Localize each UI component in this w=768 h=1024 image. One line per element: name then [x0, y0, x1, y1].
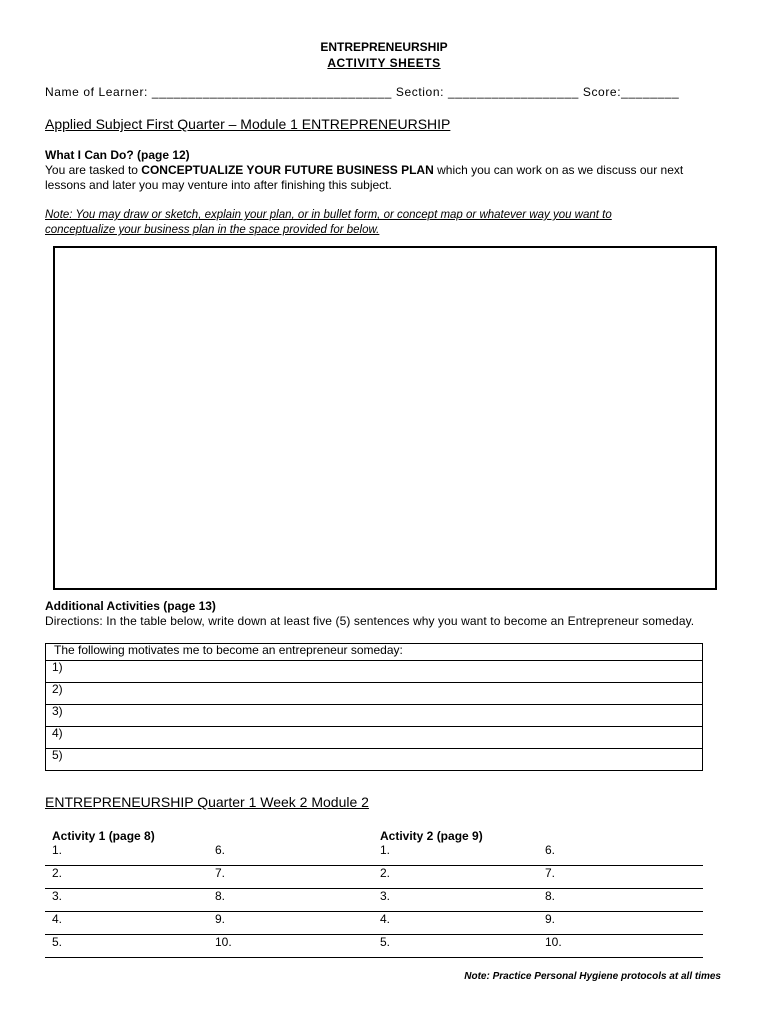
- motivation-row: 3): [46, 705, 703, 727]
- answer-cell: 5.: [373, 935, 538, 958]
- activities-answer-table: [45, 843, 703, 958]
- answer-cell: 8.: [208, 889, 373, 912]
- plan-note: Note: You may draw or sketch, explain your plan, or in bullet form, or concept map or whatever way you want to conceptualize your business plan in the space provided for below.: [45, 209, 612, 236]
- module2-heading: ENTREPRENEURSHIP Quarter 1 Week 2 Module 2: [45, 794, 369, 810]
- answer-cell: 10.: [538, 935, 703, 958]
- activity1-heading: Activity 1 (page 8): [52, 829, 155, 843]
- table-row: [45, 843, 703, 866]
- answer-cell: 1.: [45, 843, 208, 866]
- answer-cell: 6.: [208, 843, 373, 866]
- hygiene-note: Note: Practice Personal Hygiene protocols at all times: [464, 971, 721, 982]
- answer-cell: 7.: [208, 866, 373, 889]
- motivation-table-header: The following motivates me to become an entrepreneur someday:: [46, 644, 703, 661]
- business-plan-box: [53, 246, 717, 590]
- answer-cell: 4.: [45, 912, 208, 935]
- document-title: ENTREPRENEURSHIP: [320, 40, 448, 54]
- answer-cell: 1.: [373, 843, 538, 866]
- answer-cell: 2.: [373, 866, 538, 889]
- additional-directions: Directions: In the table below, write down at least five (5) sentences why you want to become an Entrepreneur someday.: [45, 614, 695, 628]
- learner-info-line: Name of Learner: _________________________________ Section: __________________ Score:________: [45, 85, 680, 99]
- motivation-row: 2): [46, 683, 703, 705]
- answer-cell: 8.: [538, 889, 703, 912]
- answer-cell: 10.: [208, 935, 373, 958]
- motivation-row: 1): [46, 661, 703, 683]
- table-row: [45, 935, 703, 958]
- answer-cell: 3.: [373, 889, 538, 912]
- table-row: [45, 912, 703, 935]
- motivation-row: 4): [46, 727, 703, 749]
- motivation-table: [45, 643, 703, 771]
- motivation-row: 5): [46, 749, 703, 771]
- task-emphasis: CONCEPTUALIZE YOUR FUTURE BUSINESS PLAN: [141, 163, 434, 177]
- table-row: [45, 866, 703, 889]
- answer-cell: 9.: [208, 912, 373, 935]
- answer-cell: 7.: [538, 866, 703, 889]
- answer-cell: 3.: [45, 889, 208, 912]
- answer-cell: 4.: [373, 912, 538, 935]
- task-prefix: You are tasked to: [45, 163, 142, 177]
- answer-cell: 6.: [538, 843, 703, 866]
- what-i-can-do-heading: What I Can Do? (page 12): [45, 148, 190, 162]
- module1-heading: Applied Subject First Quarter – Module 1 ENTREPRENEURSHIP: [45, 116, 451, 132]
- task-suffix: which you can work on as we discuss our next lessons and later you may venture into after finishing this subject.: [45, 163, 684, 192]
- answer-cell: 9.: [538, 912, 703, 935]
- table-row: [45, 889, 703, 912]
- answer-cell: 2.: [45, 866, 208, 889]
- document-subtitle: ACTIVITY SHEETS: [327, 56, 441, 70]
- activity2-heading: Activity 2 (page 9): [380, 829, 483, 843]
- answer-cell: 5.: [45, 935, 208, 958]
- task-instructions: [45, 163, 710, 193]
- additional-activities-heading: Additional Activities (page 13): [45, 599, 216, 613]
